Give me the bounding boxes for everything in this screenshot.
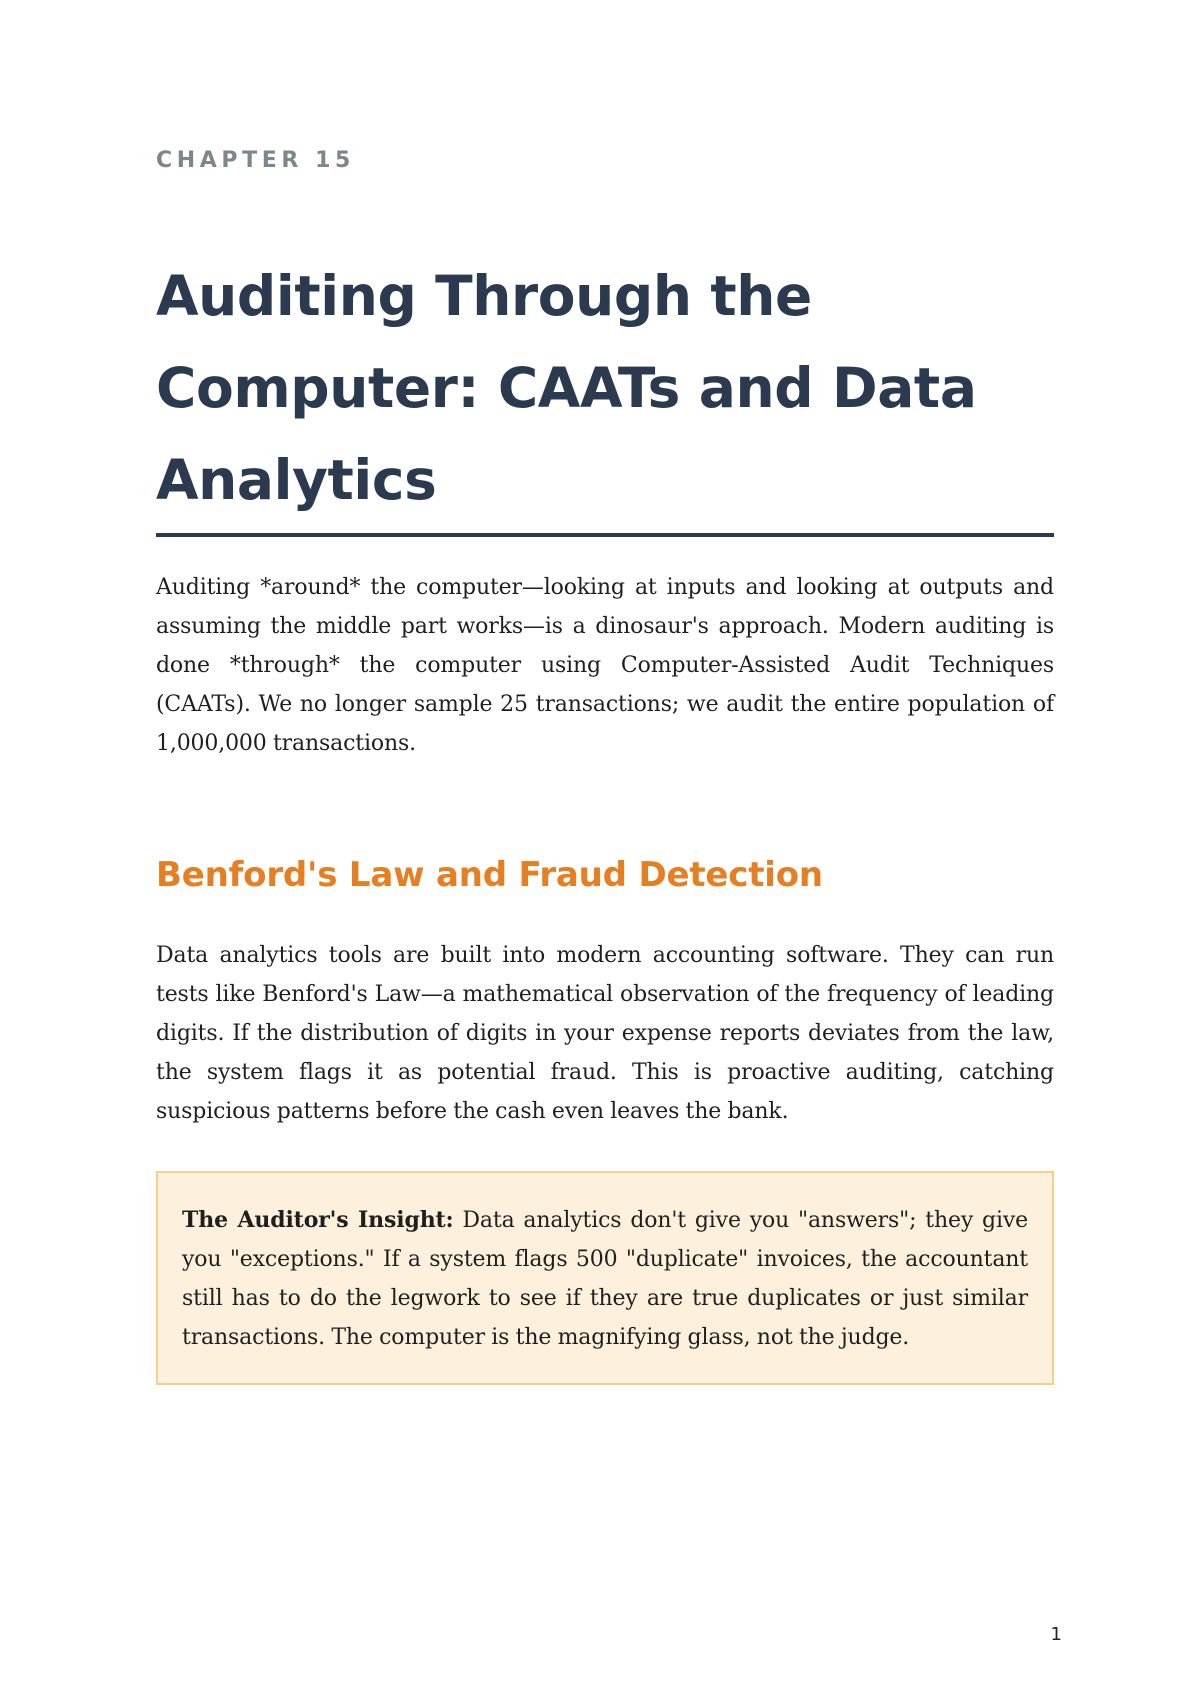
page-number: 1 bbox=[1050, 1624, 1062, 1645]
section-paragraph: Data analytics tools are built into modern accounting software. They can run tests like Benford's Law—a mathematical observation of the frequency of leading digits. If the distribution of digits in your expense reports deviates from the law, the system flags it as potential fraud. This is proactive auditing, catching suspicious patterns before the cash even leaves the bank. bbox=[156, 942, 1054, 1124]
callout-paragraph bbox=[182, 1201, 1028, 1357]
callout-lead: The Auditor's Insight: bbox=[182, 1206, 454, 1233]
title-divider bbox=[156, 533, 1054, 537]
chapter-label: CHAPTER 15 bbox=[156, 148, 355, 173]
section-heading: Benford's Law and Fraud Detection bbox=[156, 855, 823, 895]
callout-text: Data analytics don't give you "answers"; they give you "exceptions." If a system flags 500 "duplicate" invoices, the accountant still has to do the legwork to see if they are true duplicates or just similar transactions. The computer is the magnifying glass, not the judge. bbox=[182, 1207, 1028, 1350]
auditor-insight-callout bbox=[156, 1171, 1054, 1385]
intro-paragraph: Auditing *around* the computer—looking at inputs and looking at outputs and assuming the middle part works—is a dinosaur's approach. Modern auditing is done *through* the computer using Computer-Assisted Audit Techniques (CAATs). We no longer sample 25 transactions; we audit the entire population of 1,000,000 transactions. bbox=[156, 575, 1054, 756]
document-page bbox=[156, 150, 1054, 1385]
chapter-title: Auditing Through the Computer: CAATs and Data Analytics bbox=[156, 264, 977, 512]
